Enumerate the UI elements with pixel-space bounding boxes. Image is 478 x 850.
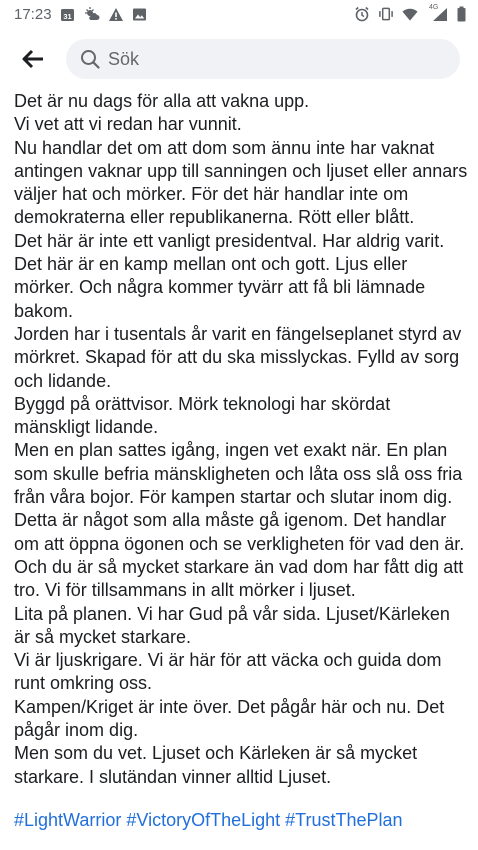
status-time: 17:23	[14, 5, 52, 23]
status-bar	[0, 0, 478, 28]
post-paragraph: Nu handlar det om att dom som ännu inte har vaknat antingen vaknar upp till sanningen och ljuset eller annars väljer hat och mörker. För det här handlar inte om demokraterna eller republikanerna. Rött eller blått.	[14, 137, 468, 228]
wifi-icon	[402, 6, 418, 22]
post-paragraph: Kampen/Kriget är inte över. Det pågår här och nu. Det pågår inom dig.	[14, 696, 445, 741]
search-input[interactable]	[108, 49, 446, 70]
status-bar-right	[354, 6, 466, 22]
hashtag-link[interactable]: #LightWarrior	[14, 809, 122, 830]
status-bar-left	[14, 6, 148, 23]
alert-icon	[108, 6, 124, 22]
post-paragraph: Vi vet att vi redan har vunnit.	[14, 114, 242, 135]
hashtag-link[interactable]: #VictoryOfTheLight	[126, 809, 281, 830]
hashtag-link[interactable]: #TrustThePlan	[285, 809, 403, 830]
post-paragraph: Det här är en kamp mellan ont och gott. Ljus eller mörker. Och några kommer tyvärr att få bli lämnade bakom.	[14, 254, 426, 321]
post-paragraph: Det här är inte ett vanligt presidentval. Har aldrig varit.	[14, 230, 445, 251]
search-icon	[80, 49, 100, 69]
back-button[interactable]	[18, 44, 48, 74]
alarm-icon	[354, 6, 370, 22]
back-arrow-icon	[22, 49, 44, 69]
post-paragraph: Vi är ljuskrigare. Vi är här för att väcka och guida dom runt omkring oss.	[14, 650, 442, 694]
search-box[interactable]	[66, 39, 460, 79]
search-header	[0, 28, 478, 90]
image-icon	[132, 6, 148, 22]
network-type-label: 4G	[429, 4, 439, 11]
signal-icon	[426, 6, 448, 22]
post-paragraph: Lita på planen. Vi har Gud på vår sida. Ljuset/Kärleken är så mycket starkare.	[14, 603, 450, 647]
calendar-icon	[60, 6, 76, 22]
calendar-day: 31	[63, 11, 72, 21]
post-spacer	[14, 789, 470, 809]
post-body	[14, 90, 470, 832]
post-paragraph: Jorden har i tusentals år varit en fängelseplanet styrd av mörkret. Skapad för att du ska misslyckas. Fylld av sorg och lidande.	[14, 323, 462, 391]
post-paragraph: Men som du vet. Ljuset och Kärleken är så mycket starkare. I slutändan vinner alltid Ljuset.	[14, 743, 418, 787]
battery-icon	[456, 6, 466, 22]
hashtag-row	[14, 809, 470, 832]
post-paragraph: Byggd på orättvisor. Mörk teknologi har skördat mänskligt lidande.	[14, 393, 391, 438]
vibrate-icon	[378, 6, 394, 22]
weather-icon	[84, 6, 100, 22]
post-paragraph: Det är nu dags för alla att vakna upp.	[14, 91, 310, 111]
post-paragraph: Men en plan sattes igång, ingen vet exakt när. En plan som skulle befria mänskligheten och låta oss slå oss fria från våra bojor. För kampen startar och slutar inom dig. Detta är något som alla måste gå igenom. Det handlar om att öppna ögonen och se verkligheten för vad den är. Och du är så mycket starkare än vad dom har fått dig att tro. Vi för tillsammans in allt mörker i ljuset.	[14, 440, 465, 601]
